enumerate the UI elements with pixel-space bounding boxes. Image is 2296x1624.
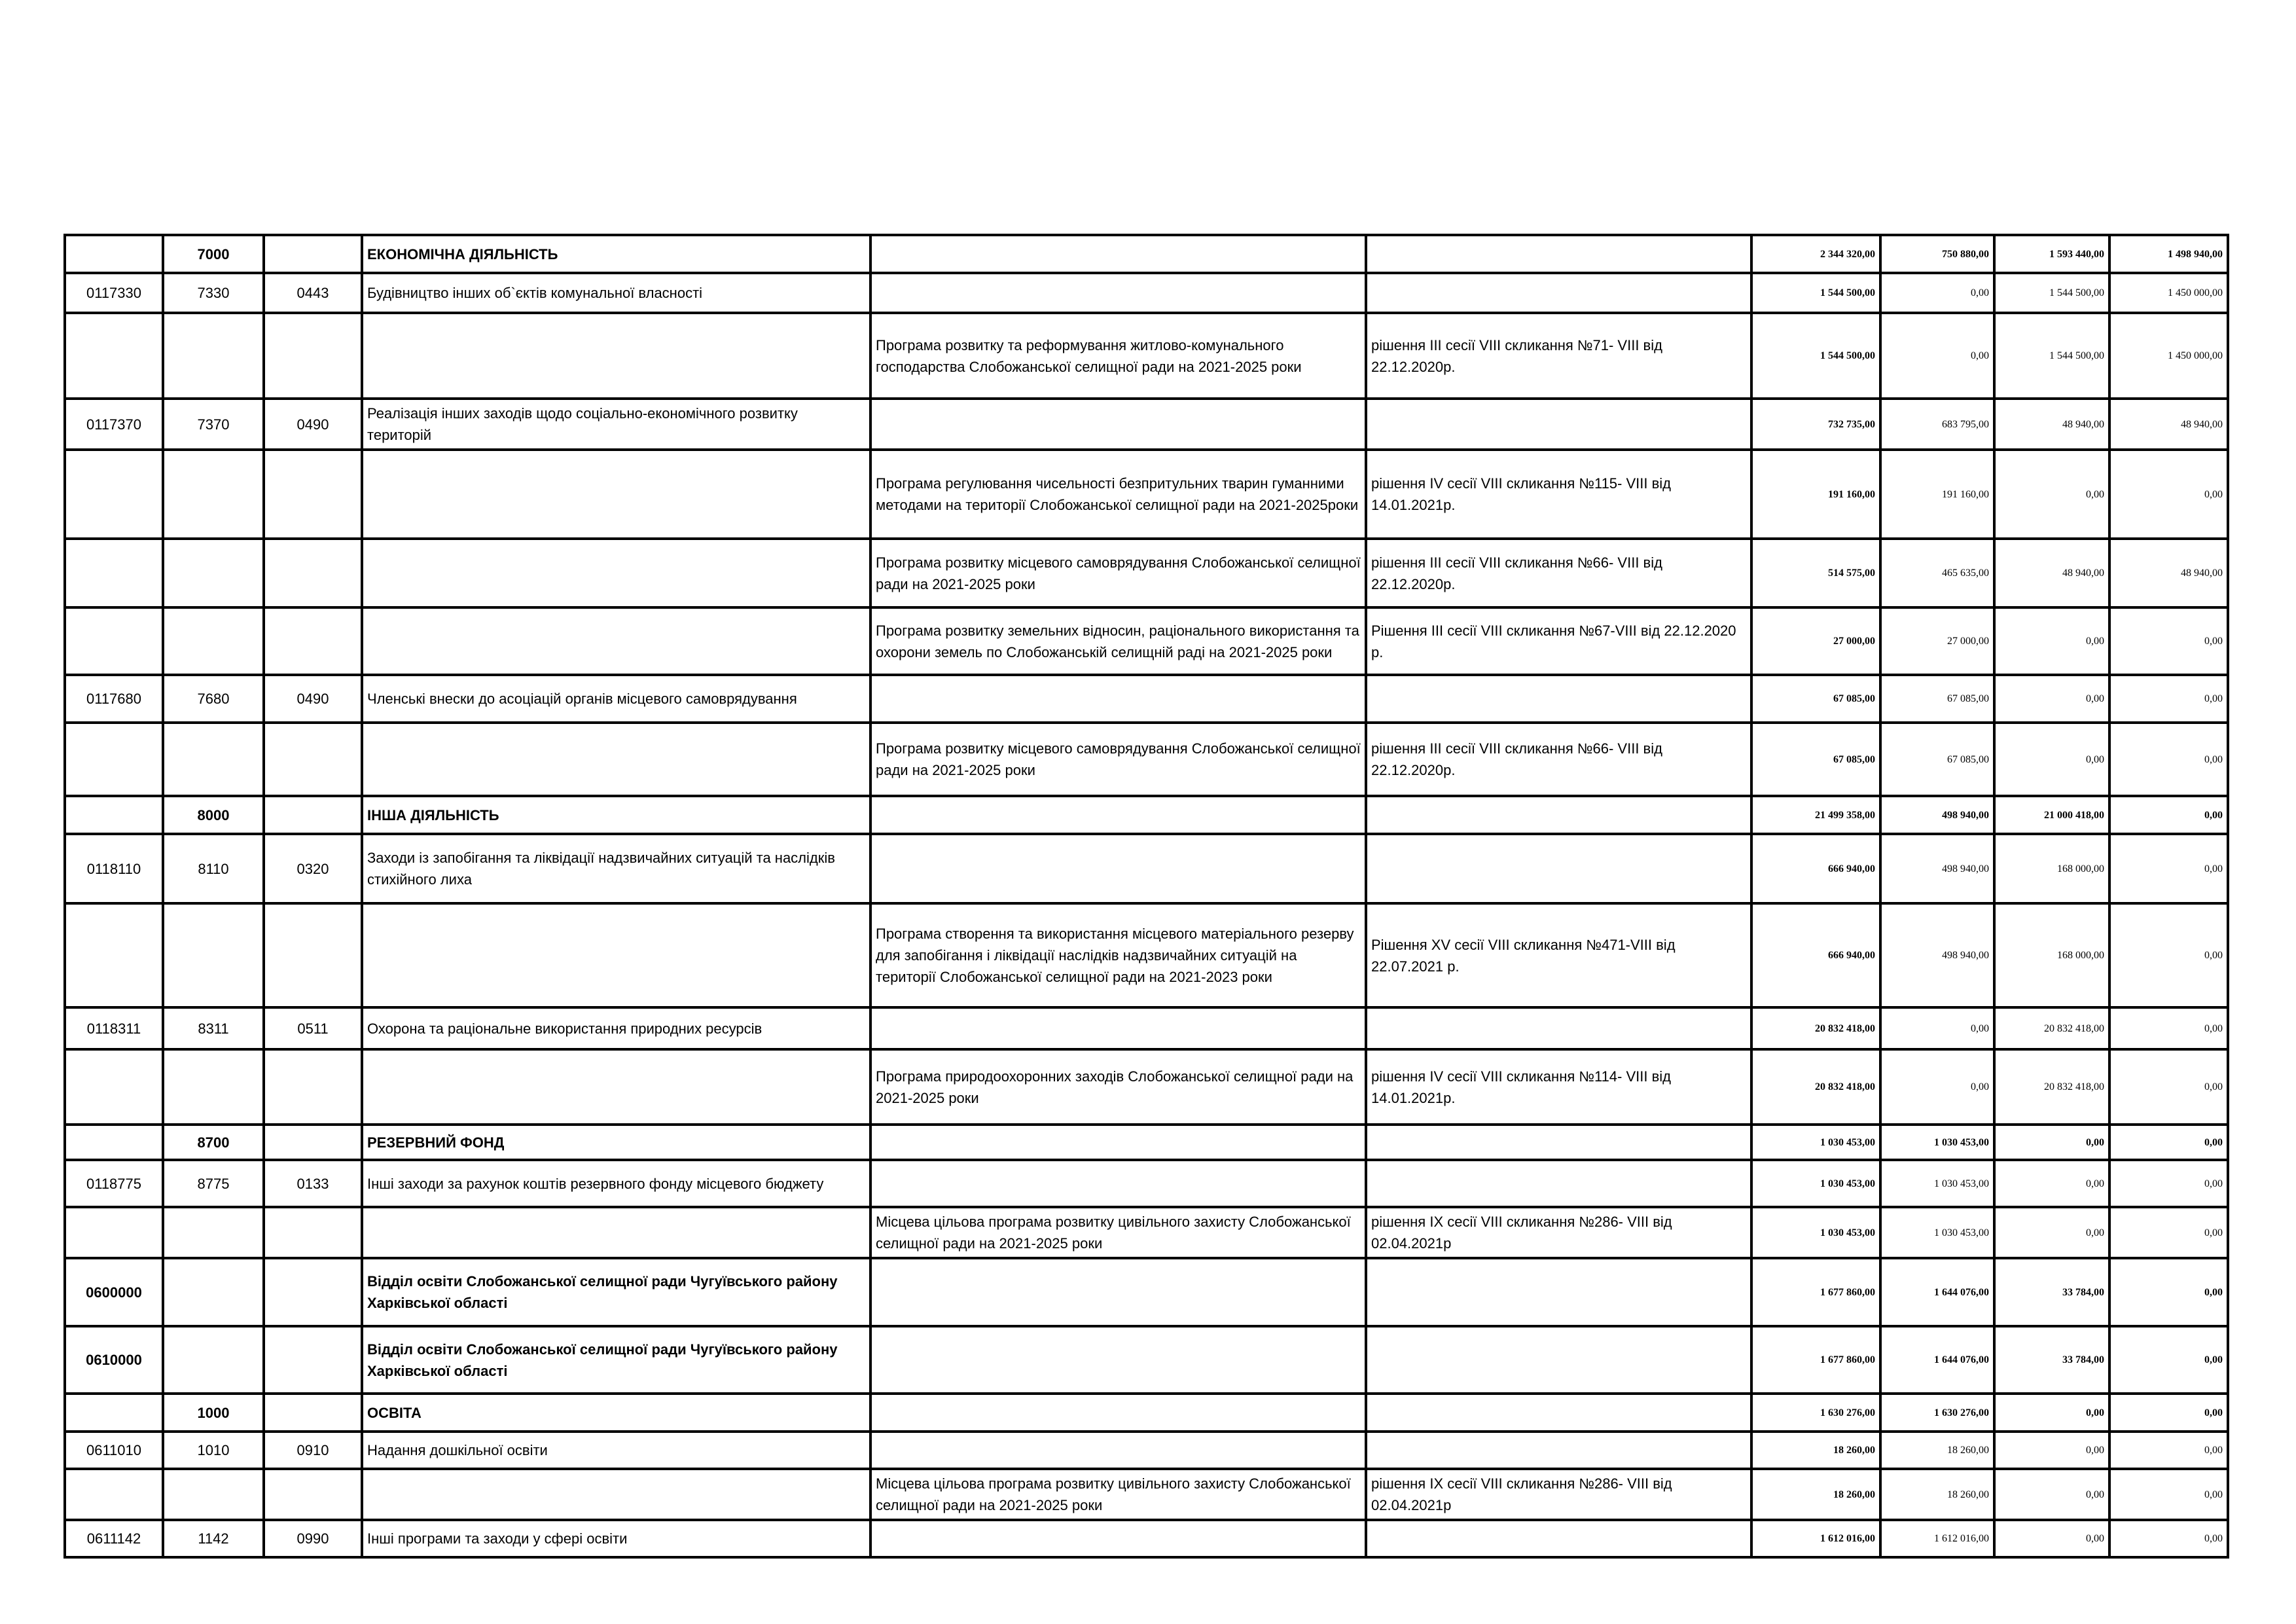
development-budget-cell: 1 450 000,00 bbox=[2109, 273, 2228, 313]
program-cell bbox=[870, 1007, 1366, 1049]
kfk-cell: 8700 bbox=[163, 1125, 264, 1160]
general-fund-cell: 67 085,00 bbox=[1880, 675, 1994, 723]
kpk-cell: 0611142 bbox=[65, 1520, 163, 1557]
kfk-cell bbox=[163, 539, 264, 607]
kpk-cell: 0117370 bbox=[65, 399, 163, 450]
kfk-cell: 1000 bbox=[163, 1394, 264, 1432]
decision-cell bbox=[1366, 1258, 1751, 1326]
kfkv-cell: 0490 bbox=[264, 399, 362, 450]
program-row bbox=[65, 723, 2228, 796]
total-amount-cell: 2 344 320,00 bbox=[1751, 235, 1880, 273]
item-row bbox=[65, 1007, 2228, 1049]
development-budget-cell: 0,00 bbox=[2109, 1394, 2228, 1432]
total-amount-cell: 1 030 453,00 bbox=[1751, 1207, 1880, 1258]
development-budget-cell: 0,00 bbox=[2109, 1520, 2228, 1557]
development-budget-cell: 0,00 bbox=[2109, 903, 2228, 1007]
total-amount-cell: 67 085,00 bbox=[1751, 675, 1880, 723]
total-amount-cell: 1 030 453,00 bbox=[1751, 1160, 1880, 1207]
kfk-cell: 8311 bbox=[163, 1007, 264, 1049]
special-fund-cell: 33 784,00 bbox=[1994, 1258, 2109, 1326]
special-fund-cell: 0,00 bbox=[1994, 1125, 2109, 1160]
kfk-cell bbox=[163, 1469, 264, 1520]
total-amount-cell: 1 544 500,00 bbox=[1751, 313, 1880, 399]
kpk-cell bbox=[65, 539, 163, 607]
special-fund-cell: 33 784,00 bbox=[1994, 1326, 2109, 1394]
kfkv-cell bbox=[264, 723, 362, 796]
development-budget-cell: 0,00 bbox=[2109, 1258, 2228, 1326]
decision-cell bbox=[1366, 1326, 1751, 1394]
item-row bbox=[65, 399, 2228, 450]
development-budget-cell: 0,00 bbox=[2109, 723, 2228, 796]
kfk-cell: 7680 bbox=[163, 675, 264, 723]
development-budget-cell: 0,00 bbox=[2109, 1469, 2228, 1520]
development-budget-cell: 0,00 bbox=[2109, 607, 2228, 675]
kpk-cell: 0117330 bbox=[65, 273, 163, 313]
kfkv-cell: 0320 bbox=[264, 834, 362, 903]
special-fund-cell: 0,00 bbox=[1994, 607, 2109, 675]
name-cell: Інші заходи за рахунок коштів резервного фонду місцевого бюджету bbox=[362, 1160, 870, 1207]
kpk-cell bbox=[65, 1125, 163, 1160]
decision-cell: рішення ІІІ сесії VIII скликання №66- VIII від 22.12.2020р. bbox=[1366, 539, 1751, 607]
name-cell: Інші програми та заходи у сфері освіти bbox=[362, 1520, 870, 1557]
name-cell: Відділ освіти Слобожанської селищної ради Чугуївського району Харківської області bbox=[362, 1258, 870, 1326]
decision-cell bbox=[1366, 1007, 1751, 1049]
total-amount-cell: 1 030 453,00 bbox=[1751, 1125, 1880, 1160]
decision-cell: Рішення XV сесії VIII скликання №471-VIII від 22.07.2021 р. bbox=[1366, 903, 1751, 1007]
kfkv-cell bbox=[264, 450, 362, 539]
decision-cell bbox=[1366, 1432, 1751, 1469]
general-fund-cell: 498 940,00 bbox=[1880, 796, 1994, 834]
development-budget-cell: 0,00 bbox=[2109, 1326, 2228, 1394]
name-cell bbox=[362, 1049, 870, 1125]
general-fund-cell: 1 030 453,00 bbox=[1880, 1125, 1994, 1160]
program-cell: Програма розвитку місцевого самоврядування Слобожанської селищної ради на 2021-2025 роки bbox=[870, 539, 1366, 607]
program-cell: Програма природоохоронних заходів Слобожанської селищної ради на 2021-2025 роки bbox=[870, 1049, 1366, 1125]
total-amount-cell: 1 544 500,00 bbox=[1751, 273, 1880, 313]
total-amount-cell: 666 940,00 bbox=[1751, 903, 1880, 1007]
kfkv-cell: 0511 bbox=[264, 1007, 362, 1049]
general-fund-cell: 1 630 276,00 bbox=[1880, 1394, 1994, 1432]
kpk-cell bbox=[65, 450, 163, 539]
name-cell bbox=[362, 903, 870, 1007]
name-cell bbox=[362, 1469, 870, 1520]
decision-cell bbox=[1366, 399, 1751, 450]
decision-cell bbox=[1366, 1125, 1751, 1160]
program-cell: Програма регулювання чисельності безпритульних тварин гуманними методами на території Слобожанської селищної ради на 2021-2025роки bbox=[870, 450, 1366, 539]
total-amount-cell: 67 085,00 bbox=[1751, 723, 1880, 796]
kfk-cell: 1010 bbox=[163, 1432, 264, 1469]
kpk-cell bbox=[65, 1049, 163, 1125]
kpk-cell: 0611010 bbox=[65, 1432, 163, 1469]
kfk-cell: 7000 bbox=[163, 235, 264, 273]
development-budget-cell: 1 498 940,00 bbox=[2109, 235, 2228, 273]
general-fund-cell: 0,00 bbox=[1880, 273, 1994, 313]
general-fund-cell: 1 644 076,00 bbox=[1880, 1326, 1994, 1394]
program-cell: Програма розвитку земельних відносин, раціонального використання та охорони земель по Слобожанській селищній раді на 2021-2025 роки bbox=[870, 607, 1366, 675]
program-cell bbox=[870, 834, 1366, 903]
special-fund-cell: 168 000,00 bbox=[1994, 903, 2109, 1007]
decision-cell bbox=[1366, 675, 1751, 723]
name-cell: Реалізація інших заходів щодо соціально-економічного розвитку територій bbox=[362, 399, 870, 450]
program-cell bbox=[870, 1258, 1366, 1326]
kpk-cell bbox=[65, 1207, 163, 1258]
decision-cell bbox=[1366, 796, 1751, 834]
kfkv-cell: 0490 bbox=[264, 675, 362, 723]
special-fund-cell: 1 593 440,00 bbox=[1994, 235, 2109, 273]
total-amount-cell: 20 832 418,00 bbox=[1751, 1049, 1880, 1125]
kfk-cell: 8775 bbox=[163, 1160, 264, 1207]
kfkv-cell bbox=[264, 539, 362, 607]
program-row bbox=[65, 1469, 2228, 1520]
kfkv-cell bbox=[264, 1258, 362, 1326]
program-row bbox=[65, 607, 2228, 675]
decision-cell: рішення ІІІ сесії VIII скликання №71- VIII від 22.12.2020р. bbox=[1366, 313, 1751, 399]
kfk-cell bbox=[163, 1049, 264, 1125]
name-cell bbox=[362, 450, 870, 539]
kpk-cell bbox=[65, 607, 163, 675]
program-cell bbox=[870, 235, 1366, 273]
item-row bbox=[65, 1432, 2228, 1469]
kfk-cell bbox=[163, 313, 264, 399]
special-fund-cell: 0,00 bbox=[1994, 450, 2109, 539]
department-row bbox=[65, 1326, 2228, 1394]
decision-cell bbox=[1366, 834, 1751, 903]
program-cell bbox=[870, 1160, 1366, 1207]
program-cell bbox=[870, 399, 1366, 450]
general-fund-cell: 498 940,00 bbox=[1880, 903, 1994, 1007]
general-fund-cell: 1 030 453,00 bbox=[1880, 1160, 1994, 1207]
kpk-cell bbox=[65, 1394, 163, 1432]
special-fund-cell: 0,00 bbox=[1994, 1469, 2109, 1520]
program-cell bbox=[870, 273, 1366, 313]
program-cell bbox=[870, 1520, 1366, 1557]
kfk-cell: 1142 bbox=[163, 1520, 264, 1557]
name-cell bbox=[362, 539, 870, 607]
section-row bbox=[65, 1394, 2228, 1432]
kpk-cell bbox=[65, 235, 163, 273]
general-fund-cell: 1 612 016,00 bbox=[1880, 1520, 1994, 1557]
program-cell bbox=[870, 1125, 1366, 1160]
general-fund-cell: 18 260,00 bbox=[1880, 1432, 1994, 1469]
name-cell: ОСВІТА bbox=[362, 1394, 870, 1432]
kfkv-cell: 0133 bbox=[264, 1160, 362, 1207]
kfkv-cell bbox=[264, 313, 362, 399]
name-cell: Надання дошкільної освіти bbox=[362, 1432, 870, 1469]
kpk-cell bbox=[65, 903, 163, 1007]
program-cell: Місцева цільова програма розвитку цивільного захисту Слобожанської селищної ради на 2021-2025 роки bbox=[870, 1469, 1366, 1520]
budget-program-table bbox=[63, 234, 2229, 1559]
total-amount-cell: 1 612 016,00 bbox=[1751, 1520, 1880, 1557]
item-row bbox=[65, 675, 2228, 723]
kfkv-cell bbox=[264, 1049, 362, 1125]
program-row bbox=[65, 313, 2228, 399]
kpk-cell: 0118110 bbox=[65, 834, 163, 903]
development-budget-cell: 48 940,00 bbox=[2109, 399, 2228, 450]
name-cell: Охорона та раціональне використання природних ресурсів bbox=[362, 1007, 870, 1049]
item-row bbox=[65, 1160, 2228, 1207]
name-cell bbox=[362, 607, 870, 675]
name-cell: ЕКОНОМІЧНА ДІЯЛЬНІСТЬ bbox=[362, 235, 870, 273]
program-row bbox=[65, 903, 2228, 1007]
general-fund-cell: 18 260,00 bbox=[1880, 1469, 1994, 1520]
name-cell bbox=[362, 723, 870, 796]
development-budget-cell: 0,00 bbox=[2109, 834, 2228, 903]
special-fund-cell: 0,00 bbox=[1994, 1394, 2109, 1432]
kpk-cell: 0118311 bbox=[65, 1007, 163, 1049]
total-amount-cell: 1 677 860,00 bbox=[1751, 1326, 1880, 1394]
total-amount-cell: 21 499 358,00 bbox=[1751, 796, 1880, 834]
special-fund-cell: 20 832 418,00 bbox=[1994, 1049, 2109, 1125]
kfkv-cell bbox=[264, 607, 362, 675]
total-amount-cell: 20 832 418,00 bbox=[1751, 1007, 1880, 1049]
kfk-cell bbox=[163, 607, 264, 675]
kfk-cell bbox=[163, 903, 264, 1007]
kfk-cell: 8110 bbox=[163, 834, 264, 903]
kfk-cell: 7370 bbox=[163, 399, 264, 450]
general-fund-cell: 191 160,00 bbox=[1880, 450, 1994, 539]
program-row bbox=[65, 450, 2228, 539]
kpk-cell: 0610000 bbox=[65, 1326, 163, 1394]
item-row bbox=[65, 1520, 2228, 1557]
program-cell: Програма розвитку та реформування житлово-комунального господарства Слобожанської селищної ради на 2021-2025 роки bbox=[870, 313, 1366, 399]
decision-cell bbox=[1366, 1520, 1751, 1557]
decision-cell bbox=[1366, 235, 1751, 273]
decision-cell: рішення ІХ сесії VIII скликання №286- VIII від 02.04.2021р bbox=[1366, 1469, 1751, 1520]
kfk-cell bbox=[163, 1207, 264, 1258]
section-row bbox=[65, 1125, 2228, 1160]
name-cell: ІНША ДІЯЛЬНІСТЬ bbox=[362, 796, 870, 834]
development-budget-cell: 0,00 bbox=[2109, 1007, 2228, 1049]
kpk-cell: 0117680 bbox=[65, 675, 163, 723]
kfkv-cell: 0910 bbox=[264, 1432, 362, 1469]
kfkv-cell bbox=[264, 796, 362, 834]
general-fund-cell: 0,00 bbox=[1880, 313, 1994, 399]
kfk-cell bbox=[163, 723, 264, 796]
total-amount-cell: 666 940,00 bbox=[1751, 834, 1880, 903]
name-cell: Заходи із запобігання та ліквідації надзвичайних ситуацій та наслідків стихійного лиха bbox=[362, 834, 870, 903]
special-fund-cell: 0,00 bbox=[1994, 1160, 2109, 1207]
name-cell bbox=[362, 1207, 870, 1258]
kfkv-cell bbox=[264, 1326, 362, 1394]
program-cell bbox=[870, 1432, 1366, 1469]
special-fund-cell: 0,00 bbox=[1994, 1432, 2109, 1469]
program-cell bbox=[870, 675, 1366, 723]
kfkv-cell: 0990 bbox=[264, 1520, 362, 1557]
name-cell: Будівництво інших об`єктів комунальної власності bbox=[362, 273, 870, 313]
decision-cell: рішення ІХ сесії VIII скликання №286- VIII від 02.04.2021р bbox=[1366, 1207, 1751, 1258]
kfk-cell: 8000 bbox=[163, 796, 264, 834]
general-fund-cell: 27 000,00 bbox=[1880, 607, 1994, 675]
kpk-cell bbox=[65, 796, 163, 834]
name-cell: Членські внески до асоціацій органів місцевого самоврядування bbox=[362, 675, 870, 723]
general-fund-cell: 1 644 076,00 bbox=[1880, 1258, 1994, 1326]
total-amount-cell: 191 160,00 bbox=[1751, 450, 1880, 539]
development-budget-cell: 0,00 bbox=[2109, 1125, 2228, 1160]
kfkv-cell bbox=[264, 1125, 362, 1160]
kfkv-cell bbox=[264, 1394, 362, 1432]
decision-cell: рішення ІІІ сесії VIII скликання №66- VIII від 22.12.2020р. bbox=[1366, 723, 1751, 796]
kfkv-cell bbox=[264, 1469, 362, 1520]
development-budget-cell: 0,00 bbox=[2109, 1207, 2228, 1258]
special-fund-cell: 21 000 418,00 bbox=[1994, 796, 2109, 834]
kfk-cell bbox=[163, 1258, 264, 1326]
kpk-cell: 0600000 bbox=[65, 1258, 163, 1326]
program-cell bbox=[870, 796, 1366, 834]
kpk-cell bbox=[65, 723, 163, 796]
development-budget-cell: 0,00 bbox=[2109, 1160, 2228, 1207]
special-fund-cell: 1 544 500,00 bbox=[1994, 313, 2109, 399]
general-fund-cell: 465 635,00 bbox=[1880, 539, 1994, 607]
decision-cell bbox=[1366, 1394, 1751, 1432]
development-budget-cell: 0,00 bbox=[2109, 1049, 2228, 1125]
special-fund-cell: 0,00 bbox=[1994, 1207, 2109, 1258]
name-cell: РЕЗЕРВНИЙ ФОНД bbox=[362, 1125, 870, 1160]
total-amount-cell: 18 260,00 bbox=[1751, 1432, 1880, 1469]
general-fund-cell: 1 030 453,00 bbox=[1880, 1207, 1994, 1258]
program-cell: Місцева цільова програма розвитку цивільного захисту Слобожанської селищної ради на 2021-2025 роки bbox=[870, 1207, 1366, 1258]
general-fund-cell: 750 880,00 bbox=[1880, 235, 1994, 273]
department-row bbox=[65, 1258, 2228, 1326]
section-row bbox=[65, 796, 2228, 834]
item-row bbox=[65, 834, 2228, 903]
decision-cell bbox=[1366, 273, 1751, 313]
total-amount-cell: 732 735,00 bbox=[1751, 399, 1880, 450]
name-cell: Відділ освіти Слобожанської селищної ради Чугуївського району Харківської області bbox=[362, 1326, 870, 1394]
kfk-cell: 7330 bbox=[163, 273, 264, 313]
general-fund-cell: 683 795,00 bbox=[1880, 399, 1994, 450]
development-budget-cell: 0,00 bbox=[2109, 450, 2228, 539]
total-amount-cell: 18 260,00 bbox=[1751, 1469, 1880, 1520]
program-row bbox=[65, 1049, 2228, 1125]
decision-cell: рішення IV сесії VIII скликання №114- VIII від 14.01.2021р. bbox=[1366, 1049, 1751, 1125]
program-cell: Програма розвитку місцевого самоврядування Слобожанської селищної ради на 2021-2025 роки bbox=[870, 723, 1366, 796]
development-budget-cell: 0,00 bbox=[2109, 675, 2228, 723]
program-row bbox=[65, 539, 2228, 607]
general-fund-cell: 67 085,00 bbox=[1880, 723, 1994, 796]
special-fund-cell: 1 544 500,00 bbox=[1994, 273, 2109, 313]
special-fund-cell: 0,00 bbox=[1994, 675, 2109, 723]
decision-cell bbox=[1366, 1160, 1751, 1207]
special-fund-cell: 20 832 418,00 bbox=[1994, 1007, 2109, 1049]
special-fund-cell: 48 940,00 bbox=[1994, 539, 2109, 607]
section-row bbox=[65, 235, 2228, 273]
kpk-cell bbox=[65, 1469, 163, 1520]
total-amount-cell: 1 630 276,00 bbox=[1751, 1394, 1880, 1432]
program-cell: Програма створення та використання місцевого матеріального резерву для запобігання і ліквідації наслідків надзвичайних ситуацій на території Слобожанської селищної ради на 2021-2023 роки bbox=[870, 903, 1366, 1007]
decision-cell: рішення IV сесії VIII скликання №115- VIII від 14.01.2021р. bbox=[1366, 450, 1751, 539]
special-fund-cell: 0,00 bbox=[1994, 723, 2109, 796]
development-budget-cell: 0,00 bbox=[2109, 796, 2228, 834]
general-fund-cell: 498 940,00 bbox=[1880, 834, 1994, 903]
general-fund-cell: 0,00 bbox=[1880, 1007, 1994, 1049]
kpk-cell: 0118775 bbox=[65, 1160, 163, 1207]
kfkv-cell bbox=[264, 1207, 362, 1258]
program-cell bbox=[870, 1394, 1366, 1432]
general-fund-cell: 0,00 bbox=[1880, 1049, 1994, 1125]
item-row bbox=[65, 273, 2228, 313]
development-budget-cell: 1 450 000,00 bbox=[2109, 313, 2228, 399]
kfkv-cell bbox=[264, 235, 362, 273]
total-amount-cell: 514 575,00 bbox=[1751, 539, 1880, 607]
program-row bbox=[65, 1207, 2228, 1258]
special-fund-cell: 168 000,00 bbox=[1994, 834, 2109, 903]
development-budget-cell: 48 940,00 bbox=[2109, 539, 2228, 607]
kfkv-cell: 0443 bbox=[264, 273, 362, 313]
decision-cell: Рішення ІІІ сесії VIII скликання №67-VIII від 22.12.2020 р. bbox=[1366, 607, 1751, 675]
special-fund-cell: 0,00 bbox=[1994, 1520, 2109, 1557]
total-amount-cell: 27 000,00 bbox=[1751, 607, 1880, 675]
program-cell bbox=[870, 1326, 1366, 1394]
table-body bbox=[65, 235, 2228, 1557]
kfk-cell bbox=[163, 450, 264, 539]
kfk-cell bbox=[163, 1326, 264, 1394]
total-amount-cell: 1 677 860,00 bbox=[1751, 1258, 1880, 1326]
kpk-cell bbox=[65, 313, 163, 399]
development-budget-cell: 0,00 bbox=[2109, 1432, 2228, 1469]
special-fund-cell: 48 940,00 bbox=[1994, 399, 2109, 450]
kfkv-cell bbox=[264, 903, 362, 1007]
name-cell bbox=[362, 313, 870, 399]
